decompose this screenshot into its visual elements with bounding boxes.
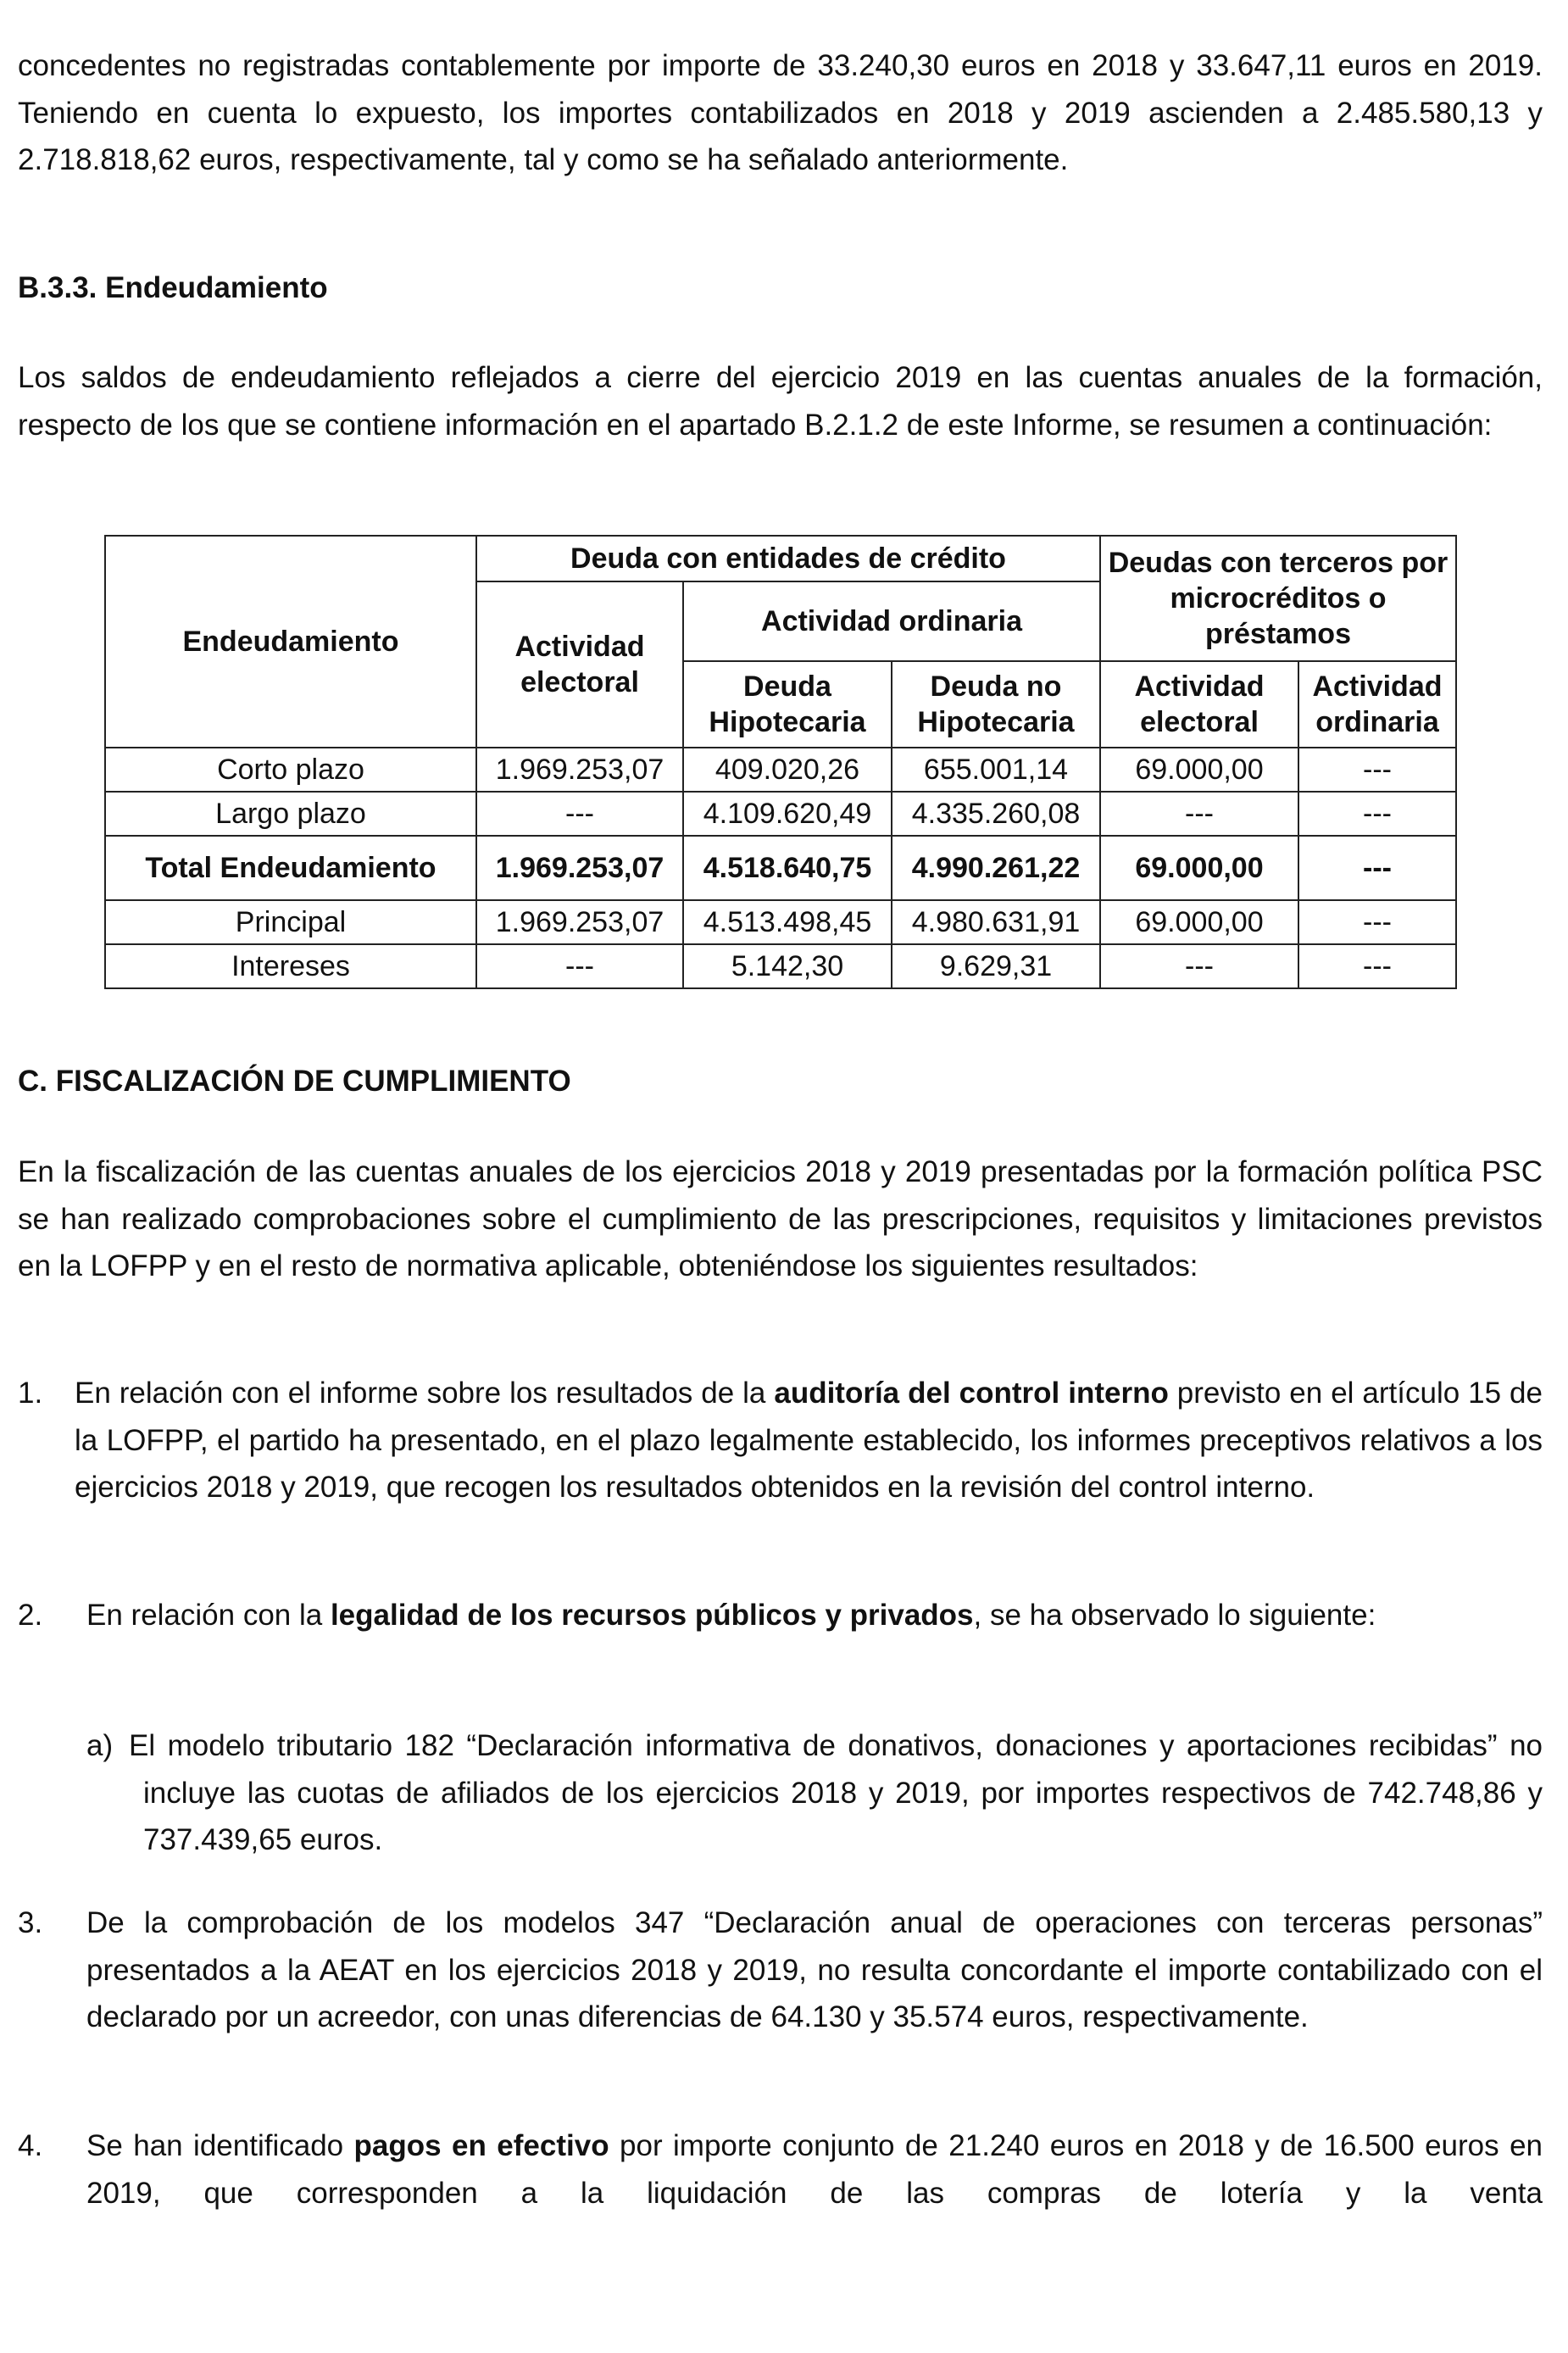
item-number: 1. <box>18 1377 43 1410</box>
item-number: 2. <box>18 1599 43 1632</box>
row-label: Total Endeudamiento <box>105 836 476 900</box>
table-row <box>105 944 1456 988</box>
cell: 655.001,14 <box>892 748 1100 792</box>
header-deuda-no-hipotecaria: Deuda no Hipotecaria <box>892 661 1100 748</box>
text: por importe conjunto de 21.240 euros en 2018 y de 16.500 euros en 2019, que corresponden a la liquidación de las compras de lotería y la venta <box>86 2129 1543 2210</box>
header-credito: Deuda con entidades de crédito <box>476 536 1100 581</box>
cell: 69.000,00 <box>1100 900 1298 944</box>
header-terceros-ordinaria: Actividad ordinaria <box>1298 661 1456 748</box>
cell: 69.000,00 <box>1100 836 1298 900</box>
paragraph-intro: concedentes no registradas contablemente por importe de 33.240,30 euros en 2018 y 33.647,11 euros en 2019. Teniendo en cuenta lo expuesto, los importes contabilizados en 2018 y 2019 ascienden a 2.485.580,13 y 2.718.818,62 euros, respectivamente, tal y como se ha señalado anteriormente. <box>18 49 1543 176</box>
bold-text: legalidad de los recursos públicos y privados <box>330 1599 974 1632</box>
bold-text: auditoría del control interno <box>774 1377 1169 1410</box>
cell: --- <box>1100 944 1298 988</box>
section-heading-fiscalizacion: C. FISCALIZACIÓN DE CUMPLIMIENTO <box>18 1065 571 1098</box>
paragraph-fiscalizacion: En la fiscalización de las cuentas anuales de los ejercicios 2018 y 2019 presentadas por la formación política PSC se han realizado comprobaciones sobre el cumplimiento de las prescripciones, requisitos y limitaciones previstos en la LOFPP y en el resto de normativa aplicable, obteniéndose los siguientes resultados: <box>18 1155 1543 1282</box>
cell: --- <box>1298 748 1456 792</box>
header-endeudamiento: Endeudamiento <box>105 536 476 748</box>
cell: 69.000,00 <box>1100 748 1298 792</box>
table-row <box>105 748 1456 792</box>
cell: --- <box>1298 792 1456 836</box>
sub-item-label: a) <box>86 1729 114 1762</box>
sub-item: El modelo tributario 182 “Declaración informativa de donativos, donaciones y aportaciones recibidas” no incluye las cuotas de afiliados de los ejercicios 2018 y 2019, por importes respectivos de 742.748,86 y 737.439,65 euros. <box>129 1729 1543 1856</box>
table-row <box>105 900 1456 944</box>
item-number: 3. <box>18 1906 43 1939</box>
cell: 4.335.260,08 <box>892 792 1100 836</box>
cell: --- <box>1100 792 1298 836</box>
header-terceros-electoral: Actividad electoral <box>1100 661 1298 748</box>
cell: 4.513.498,45 <box>683 900 892 944</box>
cell: 4.990.261,22 <box>892 836 1100 900</box>
cell: --- <box>1298 900 1456 944</box>
row-label: Corto plazo <box>105 748 476 792</box>
cell: --- <box>1298 836 1456 900</box>
cell: 409.020,26 <box>683 748 892 792</box>
bold-text: pagos en efectivo <box>353 2129 609 2162</box>
text: De la comprobación de los modelos 347 “Declaración anual de operaciones con terceras personas” presentados a la AEAT en los ejercicios 2018 y 2019, no resulta concordante el importe contabilizado con el declarado por un acreedor, con unas diferencias de 64.130 y 35.574 euros, respectivamente. <box>86 1906 1543 2033</box>
list-item <box>86 1592 1543 1639</box>
cell: --- <box>1298 944 1456 988</box>
cell: --- <box>476 792 683 836</box>
row-label: Largo plazo <box>105 792 476 836</box>
cell: 1.969.253,07 <box>476 900 683 944</box>
cell: 1.969.253,07 <box>476 748 683 792</box>
cell: 1.969.253,07 <box>476 836 683 900</box>
cell: 4.109.620,49 <box>683 792 892 836</box>
list-item <box>86 1900 1543 2041</box>
text: En relación con el informe sobre los resultados de la <box>75 1377 775 1410</box>
cell: 9.629,31 <box>892 944 1100 988</box>
text: , se ha observado lo siguiente: <box>973 1599 1376 1632</box>
list-item <box>86 2122 1543 2217</box>
row-label: Intereses <box>105 944 476 988</box>
cell: --- <box>476 944 683 988</box>
header-actividad-ordinaria: Actividad ordinaria <box>683 581 1100 661</box>
table-row-total <box>105 836 1456 900</box>
debt-table <box>104 535 1457 989</box>
header-terceros: Deudas con terceros por microcréditos o préstamos <box>1100 536 1456 661</box>
item-number: 4. <box>18 2129 43 2162</box>
table-row <box>105 792 1456 836</box>
text: En relación con la <box>86 1599 331 1632</box>
row-label: Principal <box>105 900 476 944</box>
list-item <box>75 1370 1543 1511</box>
cell: 4.518.640,75 <box>683 836 892 900</box>
text: Se han identificado <box>86 2129 354 2162</box>
cell: 4.980.631,91 <box>892 900 1100 944</box>
header-deuda-hipotecaria: Deuda Hipotecaria <box>683 661 892 748</box>
paragraph-endeudamiento: Los saldos de endeudamiento reflejados a cierre del ejercicio 2019 en las cuentas anuales de la formación, respecto de los que se contiene información en el apartado B.2.1.2 de este Informe, se resumen a continuación: <box>18 361 1543 442</box>
section-heading-endeudamiento: B.3.3. Endeudamiento <box>18 271 328 304</box>
text: previsto en el artículo 15 de la LOFPP, el partido ha presentado, en el plazo legalmente establecido, los informes preceptivos relativos a los ejercicios 2018 y 2019, que recogen los resultados obtenidos en la revisión del control interno. <box>75 1377 1543 1504</box>
header-actividad-electoral: Actividad electoral <box>476 581 683 748</box>
cell: 5.142,30 <box>683 944 892 988</box>
